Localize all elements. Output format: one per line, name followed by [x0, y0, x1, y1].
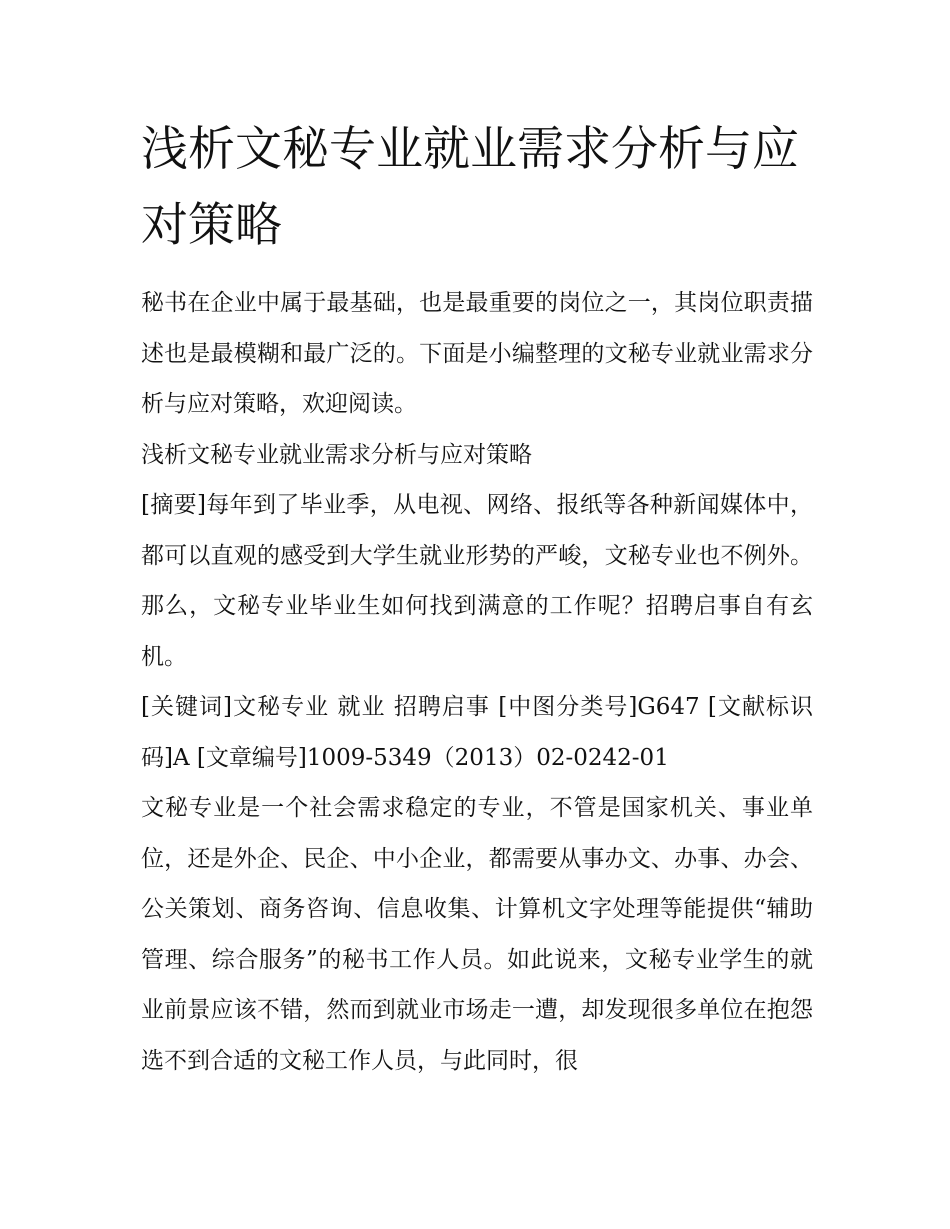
body-paragraph: 文秘专业是一个社会需求稳定的专业，不管是国家机关、事业单位，还是外企、民企、中小企业，都需要从事办文、办事、办会、公关策划、商务咨询、信息收集、计算机文字处理等能提供“辅助管理、综合服务”的秘书工作人员。如此说来，文秘专业学生的就业前景应该不错，然而到就业市场走一遭，却发现很多单位在抱怨选不到合适的文秘工作人员，与此同时，很: [141, 795, 813, 1074]
keywords-paragraph: [关键词]文秘专业 就业 招聘启事 [中图分类号]G647 [文献标识码]A [文章编号]1009-5349（2013）02-0242-01: [141, 694, 813, 771]
intro-paragraph: 秘书在企业中属于最基础，也是最重要的岗位之一，其岗位职责描述也是最模糊和最广泛的。下面是小编整理的文秘专业就业需求分析与应对策略，欢迎阅读。: [141, 290, 813, 417]
document-title: 浅析文秘专业就业需求分析与应对策略: [141, 122, 799, 253]
article-heading: 浅析文秘专业就业需求分析与应对策略: [141, 441, 532, 468]
document-body: [141, 278, 813, 1086]
abstract-paragraph: [摘要]每年到了毕业季，从电视、网络、报纸等各种新闻媒体中，都可以直观的感受到大学生就业形势的严峻，文秘专业也不例外。那么，文秘专业毕业生如何找到满意的工作呢？招聘启事自有玄机。: [141, 492, 813, 670]
